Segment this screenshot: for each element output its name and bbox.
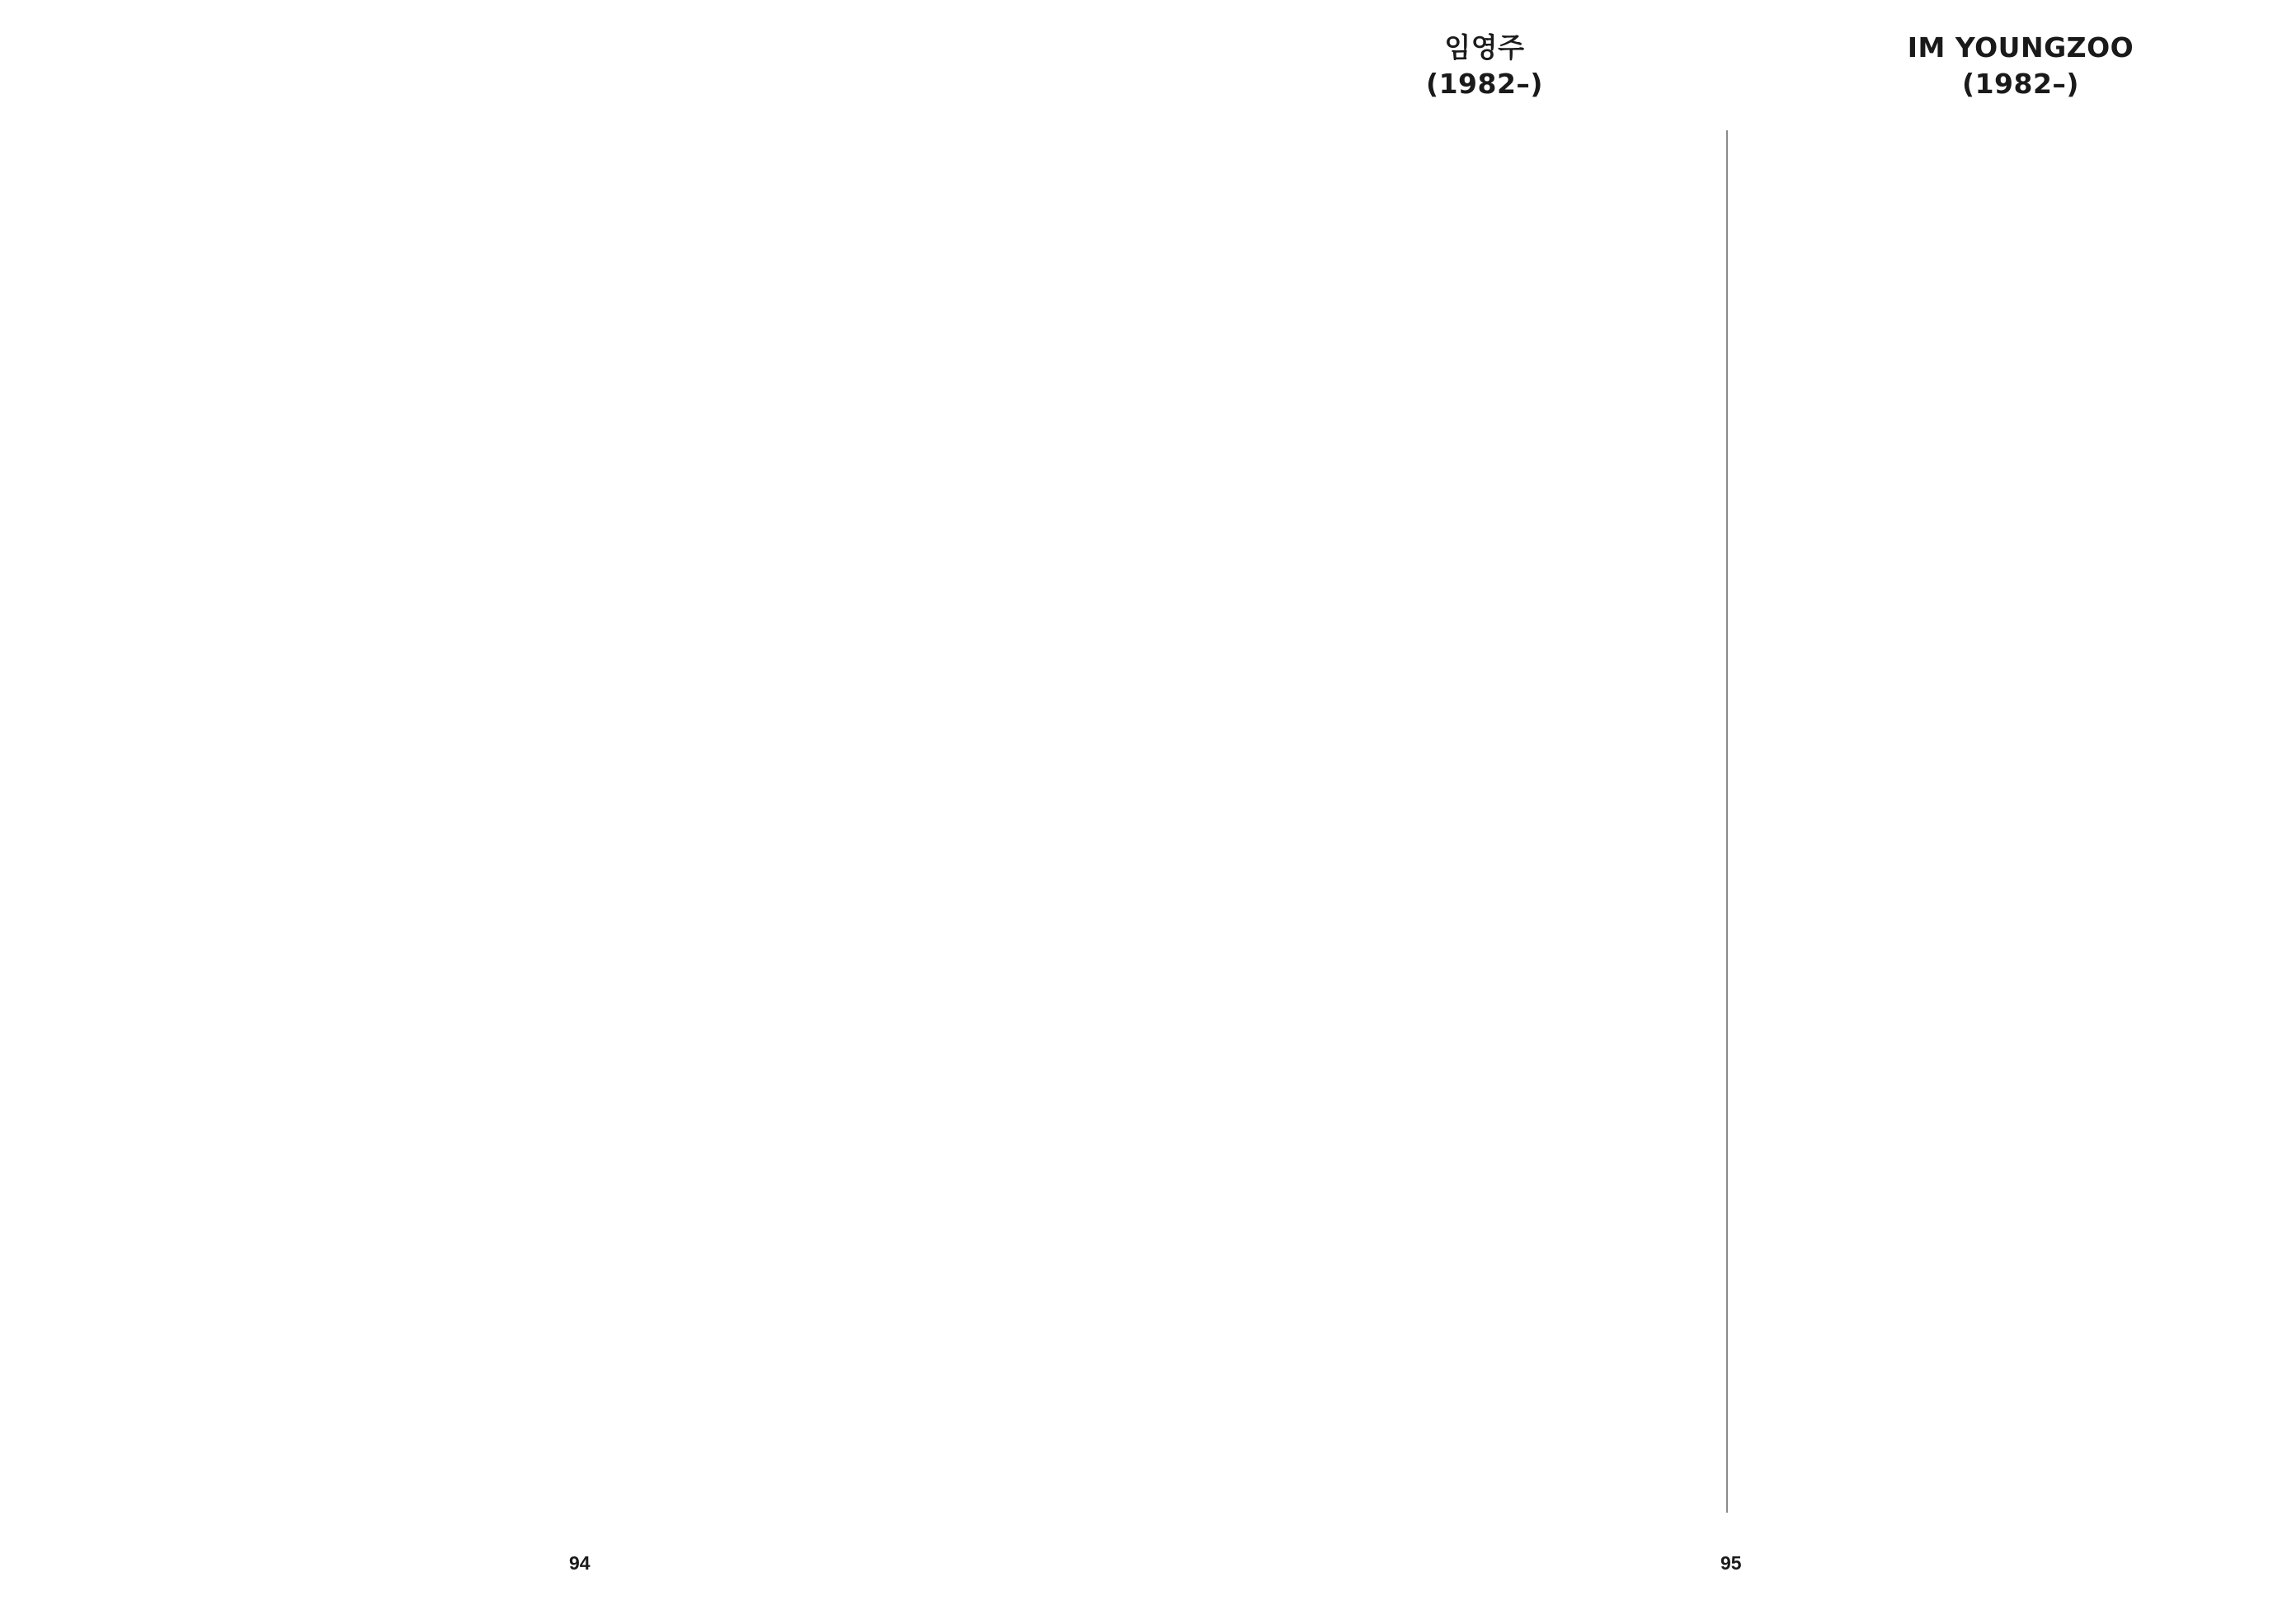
column-divider xyxy=(1726,130,1728,1513)
english-title xyxy=(1847,30,2194,102)
right-page xyxy=(1136,0,2273,1624)
page-number-left: 94 xyxy=(569,1552,591,1574)
korean-artist-years: (1982–) xyxy=(1425,68,1543,100)
english-artist-years: (1982–) xyxy=(1961,68,2079,100)
page-number-right: 95 xyxy=(1720,1552,1742,1574)
korean-artist-name: 임영주 xyxy=(1444,31,1525,64)
korean-title xyxy=(1344,30,1625,102)
english-artist-name: IM YOUNGZOO xyxy=(1907,31,2134,64)
left-page xyxy=(0,0,1136,1624)
